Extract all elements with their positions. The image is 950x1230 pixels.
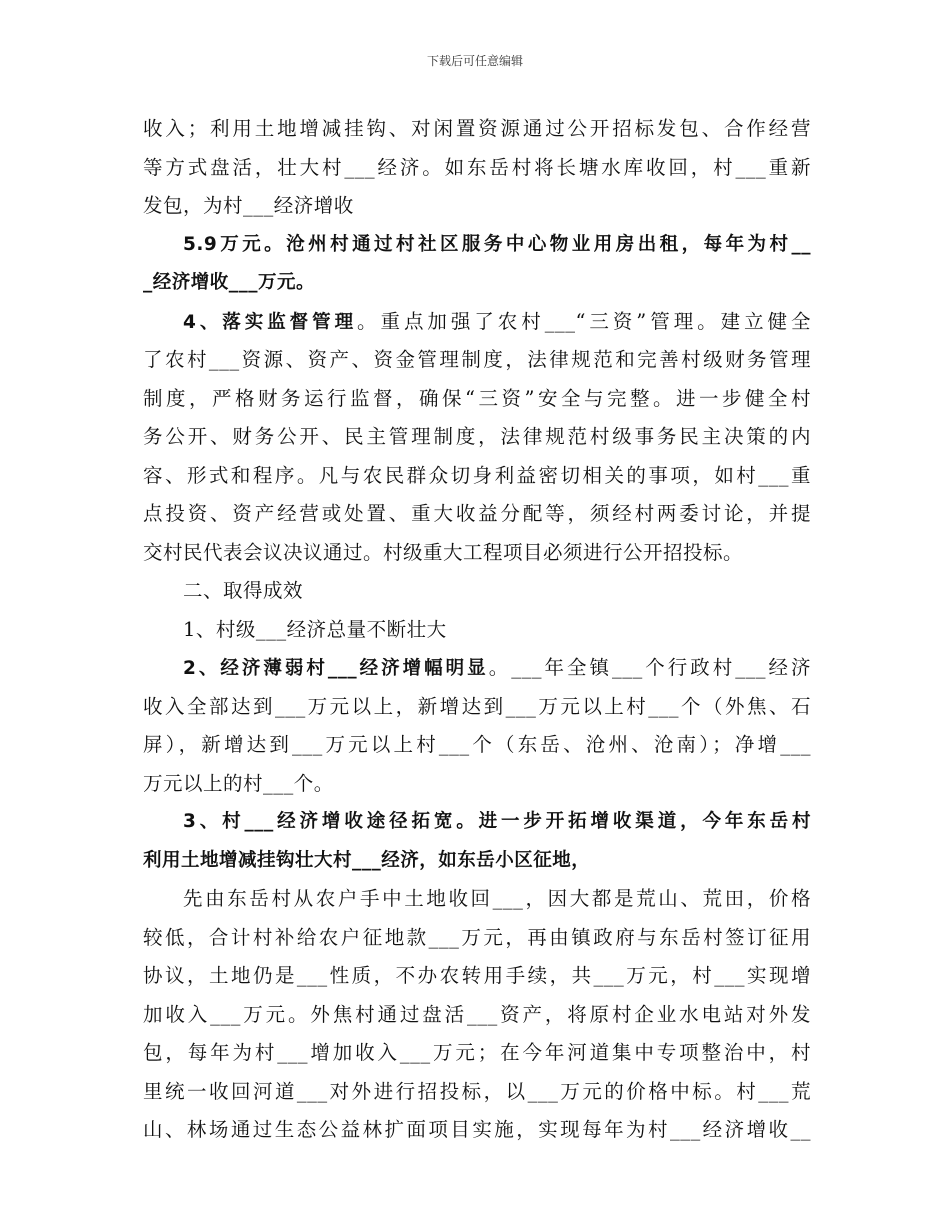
section-heading-inline: 4、落实监督管理 — [183, 311, 358, 333]
section-heading-inline: 2、经济薄弱村___经济增幅明显 — [183, 658, 489, 679]
paragraph-line: 先由东岳村从农户手中土地收回___，因大都是荒山、荒田，价格 — [183, 887, 811, 910]
paragraph-text: 。___年全镇___个行政村___经济 — [488, 656, 811, 679]
paragraph-line: 收入全部达到___万元以上，新增达到___万元以上村___个（外焦、石 — [143, 694, 811, 718]
paragraph-line: 制度，严格财务运行监督，确保“三资”安全与完整。进一步健全村 — [143, 386, 811, 410]
paragraph-line: 较低，合计村补给农户征地款___万元，再由镇政府与东岳村签订征用 — [143, 925, 811, 949]
paragraph-line: 万元以上的村___个。 — [143, 771, 334, 795]
paragraph-line: 等方式盘活，壮大村___经济。如东岳村将长塘水库收回，村___重新 — [143, 155, 811, 179]
section-heading: 二、取得成效 — [183, 579, 304, 602]
paragraph-line: 5.9万元。沧州村通过村社区服务中心物业用房出租，每年为村__ — [183, 233, 811, 255]
paragraph-line: 务公开、财务公开、民主管理制度，法律规范村级事务民主决策的内 — [143, 425, 811, 448]
paragraph-line: 里统一收回河道___对外进行招投标，以___万元的价格中标。村___荒 — [143, 1079, 811, 1103]
document-body — [143, 110, 811, 1150]
paragraph-line: 山、林场通过生态公益林扩面项目实施，实现每年为村___经济增收__ — [143, 1118, 811, 1141]
paragraph-line: 了农村___资源、资产、资金管理制度，法律规范和完善村级财务管理 — [143, 348, 811, 371]
paragraph-line: 包，每年为村___增加收入___万元；在今年河道集中专项整治中，村 — [143, 1041, 811, 1064]
paragraph-line: 发包，为村___经济增收 — [143, 194, 354, 217]
paragraph-line: 容、形式和程序。凡与农民群众切身利益密切相关的事项，如村___重 — [143, 463, 811, 487]
paragraph-line: 交村民代表会议决议通过。村级重大工程项目必须进行公开招投标。 — [143, 540, 744, 564]
paragraph-line: _经济增收___万元。 — [143, 272, 316, 293]
page-header-note: 下载后可任意编辑 — [426, 54, 523, 68]
paragraph-line: 利用土地增减挂钩壮大村___经济，如东岳小区征地， — [143, 849, 591, 871]
paragraph-text: 。重点加强了农村___“三资”管理。建立健全 — [357, 309, 811, 333]
paragraph-line: 收入；利用土地增减挂钩、对闲置资源通过公开招标发包、合作经营 — [143, 117, 811, 140]
paragraph-line — [143, 303, 811, 342]
paragraph-line: 协议，土地仍是___性质，不办农转用手续，共___万元，村___实现增 — [143, 964, 811, 987]
paragraph-line: 3、村___经济增收途径拓宽。进一步开拓增收渠道，今年东岳村 — [183, 811, 811, 832]
paragraph-line — [143, 649, 811, 688]
paragraph-line: 屏），新增达到___万元以上村___个（东岳、沧州、沧南）；净增___ — [143, 733, 811, 756]
paragraph-line: 加收入___万元。外焦村通过盘活___资产，将原村企业水电站对外发 — [143, 1002, 811, 1026]
subsection-heading: 1、村级___经济总量不断壮大 — [183, 617, 447, 641]
paragraph-line: 点投资、资产经营或处置、重大收益分配等，须经村两委讨论，并提 — [143, 502, 811, 525]
